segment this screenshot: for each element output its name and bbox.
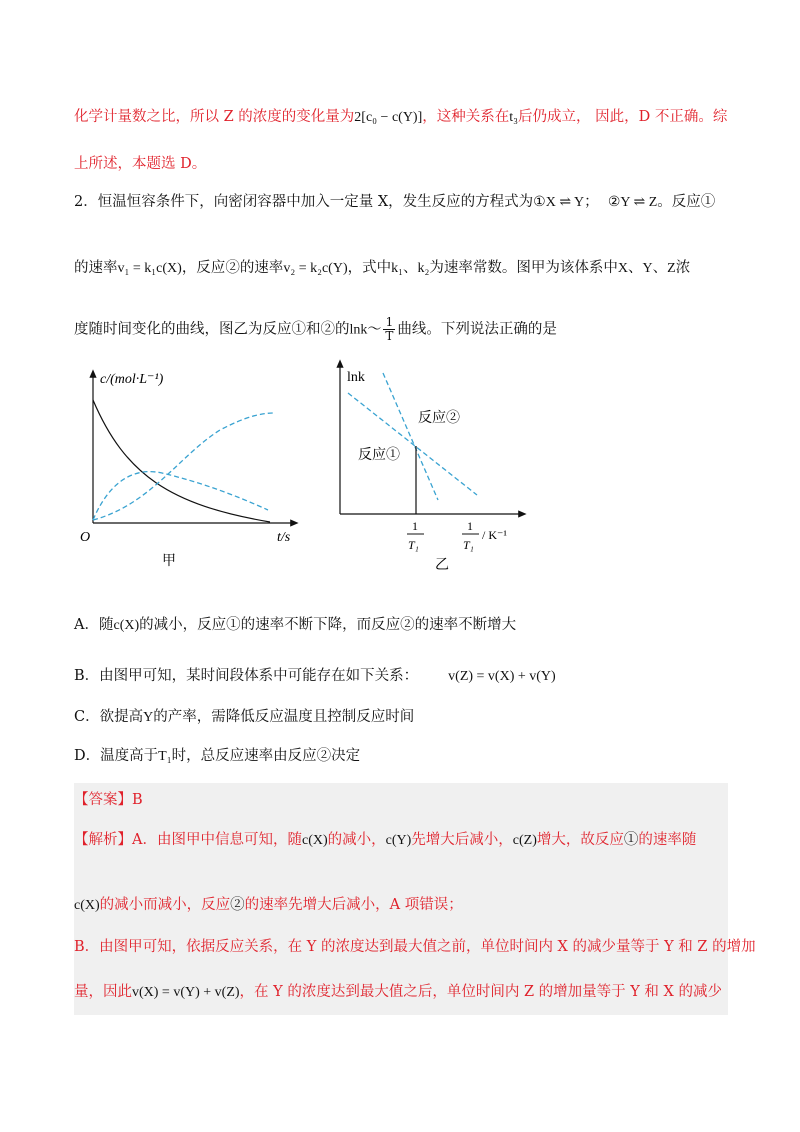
- rate-relation-formula: v(X) = v(Y) + v(Z): [132, 985, 240, 1000]
- origin-label: O: [80, 530, 91, 545]
- text: 和: [306, 321, 321, 338]
- reaction-2-equation: ②Y ⇌ Z: [607, 195, 658, 210]
- species-y: Y: [642, 261, 653, 276]
- text: 的产率，需降低反应温度且控制反应时间: [153, 709, 415, 725]
- text: 浓: [675, 260, 691, 276]
- option-a: [74, 615, 516, 636]
- curve-y-rise-fall: [93, 472, 268, 520]
- text: 的速率: [239, 260, 284, 276]
- circled-2: ②: [316, 748, 332, 764]
- species-z: Z: [667, 261, 676, 276]
- circled-1: ①: [623, 832, 639, 848]
- text: A．随: [74, 617, 114, 633]
- graph-yi-caption: 乙: [435, 558, 449, 573]
- cx-symbol: c(X): [301, 833, 328, 848]
- option-b: [74, 666, 556, 687]
- text: 后仍成立， 因此，D 不正确。综: [518, 109, 728, 125]
- k2-symbol: k₂: [417, 261, 430, 276]
- cx-symbol: c(X): [113, 618, 140, 633]
- lnk-symbol: lnk～: [349, 322, 382, 338]
- x-axis-label: t/s: [277, 530, 291, 545]
- fraction-1-over-t: [383, 316, 395, 343]
- rate-v1-formula: v₁ = k₁c(X): [117, 261, 182, 276]
- formula-2c0-minus-cy: 2[c₀ − c(Y)]: [354, 110, 423, 125]
- tick-1-numerator: 1: [412, 519, 418, 533]
- analysis-line-3: B．由图甲可知，依据反应关系，在 Y 的浓度达到最大值之前，单位时间内 X 的减少量等于 Y 和 Z 的增加: [74, 939, 756, 955]
- option-c: [74, 707, 414, 728]
- text: 的减小，: [327, 832, 386, 848]
- text: 。反应: [657, 194, 701, 210]
- species-x: X: [617, 261, 629, 276]
- answer-label: 【答案】: [74, 792, 132, 808]
- text: 的速率不断下降，而反应: [240, 617, 401, 633]
- circled-1: ①: [291, 321, 306, 338]
- text: C．欲提高: [74, 709, 144, 725]
- label-reaction-2: 反应②: [418, 411, 460, 426]
- text: 、: [652, 260, 668, 276]
- cy-symbol: c(Y): [385, 833, 412, 848]
- tick-2-denominator: T₁: [463, 538, 474, 552]
- rate-v2-formula: v₂ = k₂c(Y): [283, 261, 348, 276]
- rate-relation-formula: v(Z) = v(X) + v(Y): [448, 669, 556, 684]
- tick-1-denominator: T₁: [408, 538, 419, 552]
- prev-answer-line-1: [74, 107, 727, 128]
- text: 先增大后减小，: [411, 832, 513, 848]
- y-axis-label: lnk: [347, 370, 365, 385]
- graph-jia-caption: 甲: [162, 554, 176, 569]
- text: 增大，故反应: [536, 832, 624, 848]
- text: 度随时间变化的曲线，图乙为反应: [74, 321, 292, 338]
- text: ，反应: [181, 260, 226, 276]
- cz-symbol: c(Z): [512, 833, 537, 848]
- text: B．由图甲可知，某时间段体系中可能存在如下关系：: [74, 668, 419, 684]
- text: 的速率先增大后减小，A 项错误；: [244, 897, 463, 913]
- reaction-1-equation: ①X ⇌ Y: [533, 195, 585, 210]
- analysis-line-4: [74, 982, 722, 1003]
- text: 量，因此: [74, 984, 132, 1000]
- text: ，式中: [347, 260, 392, 276]
- text: 的速率: [74, 260, 118, 276]
- line-reaction-2: [348, 393, 477, 495]
- text: 时，总反应速率由反应: [171, 748, 317, 764]
- text: 2．恒温恒容条件下，向密闭容器中加入一定量 X，发生反应的方程式为: [74, 194, 534, 210]
- text: D．温度高于: [74, 748, 159, 764]
- text: 的速率随: [638, 832, 697, 848]
- circled-2: ②: [230, 897, 245, 913]
- text: 曲线。下列说法正确的是: [397, 321, 557, 338]
- circled-1: ①: [226, 617, 241, 633]
- t1-symbol: T₁: [158, 749, 172, 764]
- text: 的减小而减小，反应: [99, 897, 231, 913]
- line-reaction-1: [383, 373, 438, 500]
- text: 、: [403, 260, 418, 276]
- circled-2: ②: [225, 260, 240, 276]
- circled-2: ②: [320, 321, 335, 338]
- species-y: Y: [143, 710, 154, 725]
- text: 为速率常数。图甲为该体系中: [429, 260, 618, 276]
- graph-yi: [320, 355, 530, 580]
- question-line-1: [74, 192, 715, 213]
- text: 的减小，反应: [139, 617, 227, 633]
- analysis-line-1: [74, 830, 696, 851]
- tick-2-numerator: 1: [467, 519, 473, 533]
- answer-line: [74, 790, 143, 810]
- numerator: 1: [383, 316, 395, 330]
- graph-jia: [70, 355, 320, 580]
- denominator: T: [385, 329, 394, 343]
- text: ；: [584, 194, 599, 210]
- text: ，在 Y 的浓度达到最大值之后，单位时间内 Z 的增加量等于 Y 和 X 的减少: [239, 984, 722, 1000]
- text: 的速率不断增大: [414, 617, 517, 633]
- y-axis-label: c/(mol·L⁻¹): [100, 372, 164, 387]
- circled-2: ②: [400, 617, 415, 633]
- analysis-line-2: [74, 895, 463, 916]
- circled-1: ①: [700, 194, 716, 210]
- cx-symbol: c(X): [74, 898, 100, 913]
- x-axis-unit: / K⁻¹: [482, 528, 507, 542]
- text: 决定: [331, 748, 361, 764]
- option-d: [74, 746, 360, 767]
- label-reaction-1: 反应①: [358, 448, 400, 463]
- text: 化学计量数之比，所以 Z 的浓度的变化量为: [74, 109, 355, 125]
- question-line-3: [74, 316, 557, 343]
- analysis-label: 【解析】: [74, 832, 132, 848]
- t3-symbol: t₃: [509, 110, 519, 125]
- question-line-2: [74, 258, 690, 279]
- text: ，这种关系在: [422, 109, 510, 125]
- text: 、: [628, 260, 643, 276]
- prev-answer-line-2: 上所述，本题选 D。: [74, 156, 207, 172]
- text: A．由图甲中信息可知，随: [132, 832, 302, 848]
- k1-symbol: k₁: [391, 261, 404, 276]
- text: 的: [335, 321, 350, 338]
- answer-value: B: [132, 792, 143, 808]
- curve-z-rising: [93, 413, 275, 520]
